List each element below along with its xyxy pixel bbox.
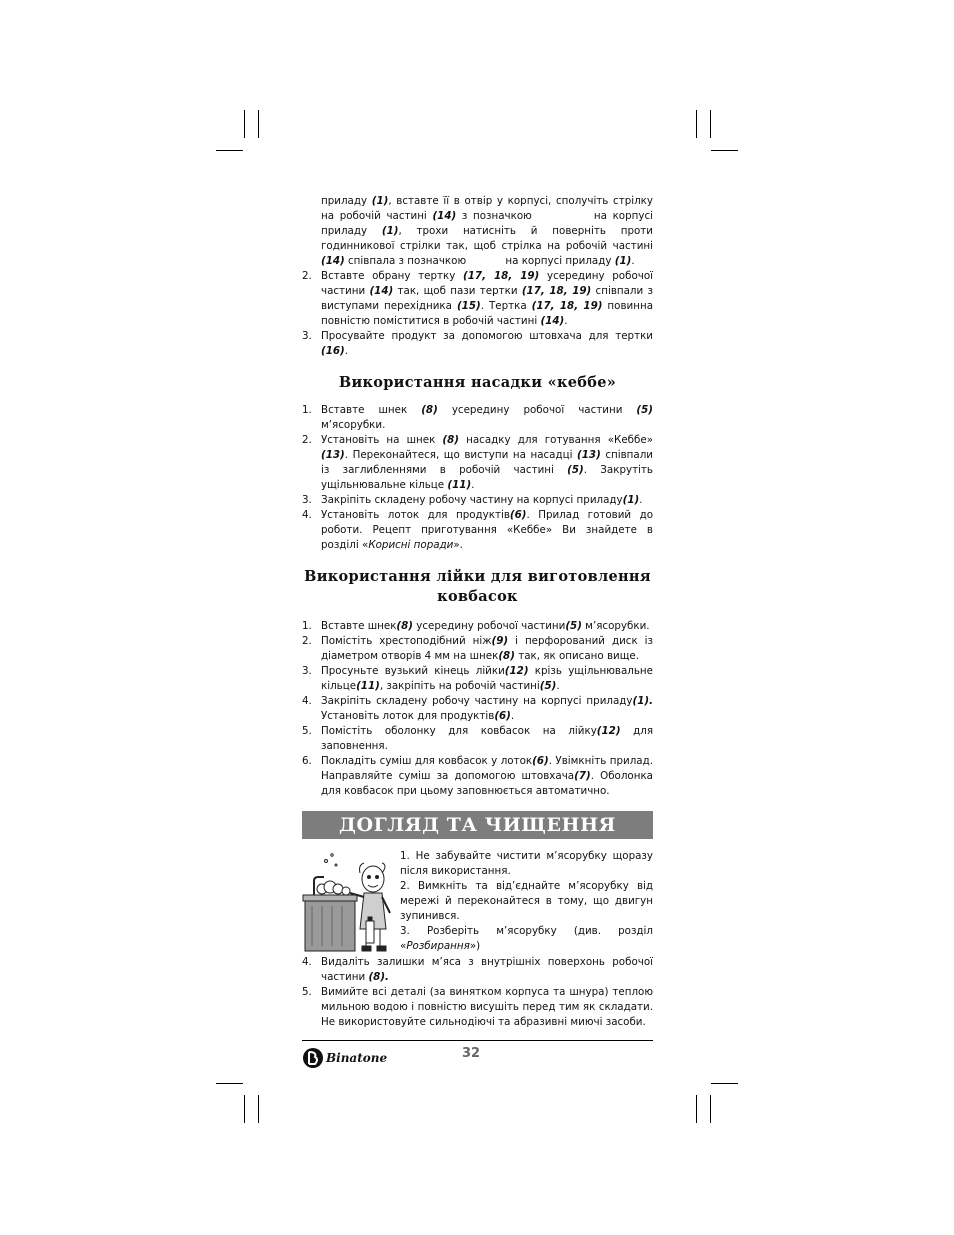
brand-name: Binatone bbox=[326, 1051, 388, 1065]
part-ref: (1) bbox=[381, 225, 399, 237]
item-text bbox=[321, 403, 653, 433]
binatone-logo-icon bbox=[302, 1047, 324, 1069]
text-run: так, щоб пази тертки bbox=[393, 285, 522, 297]
text-run: Закріпіть складену робочу частину на корпусі приладу bbox=[321, 695, 633, 707]
crop-mark bbox=[711, 1083, 738, 1084]
text-run: Помістіть оболонку для ковбасок на лійку bbox=[321, 725, 597, 737]
text-run: Помістіть хрестоподібний ніж bbox=[321, 635, 492, 647]
text-run: 1. Не забувайте чистити м’ясорубку щоразу після використання. bbox=[400, 850, 653, 877]
list-item bbox=[302, 508, 653, 553]
section-ref: Розбирання bbox=[406, 940, 470, 952]
text-run: співпала з позначкою на корпусі приладу bbox=[344, 255, 615, 267]
list-item bbox=[302, 433, 653, 493]
item-text bbox=[321, 269, 653, 329]
item-text bbox=[321, 634, 653, 664]
text-run: . Увімкніть прилад. Направляйте суміш за допомогою штовхача bbox=[321, 755, 653, 782]
item-number: 2. bbox=[302, 270, 312, 282]
crop-mark bbox=[696, 1095, 697, 1123]
list-item bbox=[302, 754, 653, 799]
brand-logo bbox=[302, 1047, 387, 1069]
care-step-3 bbox=[400, 924, 653, 954]
item-text bbox=[321, 985, 653, 1030]
item-text bbox=[321, 493, 653, 508]
part-ref: (1) bbox=[371, 195, 389, 207]
text-run: Установіть на шнек bbox=[321, 434, 443, 446]
text-run: , трохи натисніть й поверніть проти годинникової стрілки так, щоб стрілка на робочій частині bbox=[321, 225, 653, 252]
text-run: усередину робочої частини bbox=[437, 404, 637, 416]
part-ref: (11) bbox=[447, 479, 472, 491]
care-step-1 bbox=[400, 849, 653, 879]
text-run: . Прилад готовий до роботи. Рецепт приготування «Кеббе» Ви знайдете в розділі « bbox=[321, 509, 653, 551]
part-ref: (1). bbox=[632, 695, 653, 707]
text-run: м’ясорубки. bbox=[321, 419, 386, 431]
list-item bbox=[302, 664, 653, 694]
text-run: так, як описано вище. bbox=[514, 650, 640, 662]
crop-mark bbox=[244, 1095, 245, 1123]
text-run: усередину робочої частини bbox=[321, 270, 653, 297]
text-run: Закріпіть складену робочу частину на корпусі приладу bbox=[321, 494, 623, 506]
part-ref: (9) bbox=[491, 635, 509, 647]
item-text bbox=[321, 754, 653, 799]
item-number: 6. bbox=[302, 755, 312, 767]
text-run: усередину робочої частини bbox=[413, 620, 566, 632]
text-run: і перфорований диск із діаметром отворів 4 мм на шнек bbox=[321, 635, 653, 662]
part-ref: (14) bbox=[321, 255, 345, 267]
sausage-heading bbox=[302, 567, 653, 607]
text-run: Установіть лоток для продуктів bbox=[321, 710, 495, 722]
part-ref: (5) bbox=[567, 464, 584, 476]
list-item bbox=[302, 329, 653, 359]
part-ref: (12) bbox=[596, 725, 621, 737]
part-ref: (7) bbox=[574, 770, 591, 782]
list-item bbox=[302, 955, 653, 985]
part-ref: (13) bbox=[577, 449, 601, 461]
part-ref: (1) bbox=[614, 255, 632, 267]
text-run: . bbox=[510, 710, 515, 722]
text-run: . Оболонка для ковбасок при цьому заповнюється автоматично. bbox=[321, 770, 653, 797]
part-ref: (14) bbox=[369, 285, 394, 297]
kebbe-heading: Використання насадки «кеббе» bbox=[338, 374, 617, 391]
part-ref: (16) bbox=[321, 345, 345, 357]
item-text bbox=[321, 433, 653, 493]
washing-person-illustration bbox=[302, 851, 397, 954]
care-step-2 bbox=[400, 879, 653, 924]
list-item bbox=[302, 493, 653, 508]
item-text bbox=[321, 329, 653, 359]
text-run: Установіть лоток для продуктів bbox=[321, 509, 510, 521]
page-number: 32 bbox=[462, 1046, 481, 1061]
intro-paragraph bbox=[321, 194, 653, 269]
item-number: 4. bbox=[302, 695, 312, 707]
crop-mark bbox=[710, 110, 711, 138]
list-item bbox=[302, 619, 653, 634]
item-text bbox=[321, 724, 653, 754]
text-run: . Закрутіть ущільнювальне кільце bbox=[321, 464, 653, 491]
item-number: 3. bbox=[302, 330, 312, 342]
text-run: Просуньте вузький кінець лійки bbox=[321, 665, 505, 677]
text-run: Покладіть суміш для ковбасок у лоток bbox=[321, 755, 533, 767]
care-section bbox=[302, 849, 653, 955]
text-run: Видаліть залишки м’яса з внутрішніх поверхонь робочої частини bbox=[321, 956, 653, 983]
text-run: 3. Розберіть м’ясорубку (див. розділ « bbox=[400, 925, 653, 952]
text-run: 2. Вимкніть та від’єднайте м’ясорубку від мережі й переконайтеся в тому, що двигун зупинився. bbox=[400, 880, 653, 922]
kebbe-steps bbox=[302, 403, 653, 553]
part-ref: (5) bbox=[539, 680, 557, 692]
part-ref: (8) bbox=[498, 650, 515, 662]
grater-steps bbox=[302, 269, 653, 359]
text-run: . bbox=[631, 255, 635, 267]
text-run: Вставте шнек bbox=[321, 620, 397, 632]
part-ref: (17, 18, 19) bbox=[521, 285, 592, 297]
part-ref: (17, 18, 19) bbox=[463, 270, 540, 282]
item-text bbox=[321, 955, 653, 985]
crop-mark bbox=[258, 110, 259, 138]
text-run: співпали з виступами перехідника bbox=[321, 285, 653, 312]
text-run: . Тертка bbox=[480, 300, 532, 312]
care-steps bbox=[302, 955, 653, 1030]
text-run: . bbox=[556, 680, 560, 692]
item-text bbox=[321, 508, 653, 553]
list-item bbox=[302, 985, 653, 1030]
page-content bbox=[302, 194, 653, 1030]
item-number: 4. bbox=[302, 956, 312, 968]
part-ref: (8) bbox=[442, 434, 459, 446]
page-footer bbox=[302, 1040, 653, 1071]
text-run: крізь ущільнювальне кільце bbox=[321, 665, 653, 692]
part-ref: (6) bbox=[494, 710, 511, 722]
item-number: 4. bbox=[302, 509, 312, 521]
item-number: 5. bbox=[302, 725, 312, 737]
text-run: приладу bbox=[321, 195, 372, 207]
text-run: Вимийте всі деталі (за винятком корпуса та шнура) теплою мильною водою і повністю висушіть перед тим як складати. Не використовуйте сильнодіючі та абразивні миючі засоби. bbox=[321, 986, 653, 1028]
text-run: Вставте обрану тертку bbox=[321, 270, 464, 282]
list-item bbox=[302, 634, 653, 664]
part-ref: (1) bbox=[622, 494, 640, 506]
crop-mark bbox=[696, 110, 697, 138]
text-run: , вставте її в отвір у корпусі, сполучіть стрілку на робочій частині bbox=[321, 195, 653, 222]
care-banner: ДОГЛЯД ТА ЧИЩЕННЯ bbox=[302, 811, 653, 839]
item-number: 2. bbox=[302, 635, 312, 647]
crop-mark bbox=[244, 110, 245, 138]
item-number: 5. bbox=[302, 986, 312, 998]
part-ref: (12) bbox=[504, 665, 529, 677]
list-item bbox=[302, 403, 653, 433]
crop-mark bbox=[216, 1083, 243, 1084]
list-item bbox=[302, 694, 653, 724]
text-run: . Переконайтеся, що виступи на насадці bbox=[344, 449, 578, 461]
crop-mark bbox=[711, 150, 738, 151]
part-ref: (5) bbox=[636, 404, 653, 416]
part-ref: (8). bbox=[368, 971, 389, 983]
sausage-steps bbox=[302, 619, 653, 799]
text-run: насадку для готування «Кеббе» bbox=[459, 434, 653, 446]
part-ref: (6) bbox=[509, 509, 527, 521]
part-ref: (8) bbox=[396, 620, 413, 632]
part-ref: (5) bbox=[565, 620, 582, 632]
part-ref: (14) bbox=[432, 210, 457, 222]
text-run: . bbox=[471, 479, 475, 491]
item-text bbox=[321, 664, 653, 694]
text-run: . bbox=[344, 345, 349, 357]
text-run: , закріпіть на робочій частині bbox=[379, 680, 540, 692]
item-number: 1. bbox=[302, 404, 312, 416]
care-side-text bbox=[400, 849, 653, 954]
part-ref: (15) bbox=[456, 300, 481, 312]
text-run: Вставте шнек bbox=[321, 404, 422, 416]
part-ref: (8) bbox=[421, 404, 438, 416]
text-run: для заповнення. bbox=[321, 725, 654, 752]
part-ref: (17, 18, 19) bbox=[531, 300, 603, 312]
text-run: . bbox=[564, 315, 568, 327]
text-run: м’ясорубки. bbox=[581, 620, 650, 632]
item-text bbox=[321, 694, 653, 724]
item-number: 3. bbox=[302, 494, 312, 506]
sausage-heading-line: Використання лійки для виготовлення bbox=[304, 568, 651, 585]
text-run: . bbox=[639, 494, 643, 506]
item-text bbox=[321, 619, 653, 634]
text-run: співпали із заглибленнями в робочій частині bbox=[321, 449, 653, 476]
list-item bbox=[302, 724, 653, 754]
text-run: повинна повністю поміститися в робочій частині bbox=[321, 300, 654, 327]
list-item bbox=[302, 269, 653, 329]
text-run: ». bbox=[453, 539, 463, 551]
crop-mark bbox=[216, 150, 243, 151]
item-number: 2. bbox=[302, 434, 312, 446]
part-ref: (14) bbox=[540, 315, 565, 327]
section-ref: Корисні поради bbox=[368, 539, 454, 551]
crop-mark bbox=[710, 1095, 711, 1123]
text-run: з позначкою на корпусі приладу bbox=[321, 210, 653, 237]
crop-mark bbox=[258, 1095, 259, 1123]
part-ref: (6) bbox=[532, 755, 549, 767]
sausage-heading-line: ковбасок bbox=[437, 588, 518, 605]
item-number: 3. bbox=[302, 665, 312, 677]
text-run: Просувайте продукт за допомогою штовхача для тертки bbox=[321, 330, 653, 342]
part-ref: (11) bbox=[356, 680, 380, 692]
item-number: 1. bbox=[302, 620, 312, 632]
part-ref: (13) bbox=[321, 449, 345, 461]
text-run: ») bbox=[469, 940, 481, 952]
